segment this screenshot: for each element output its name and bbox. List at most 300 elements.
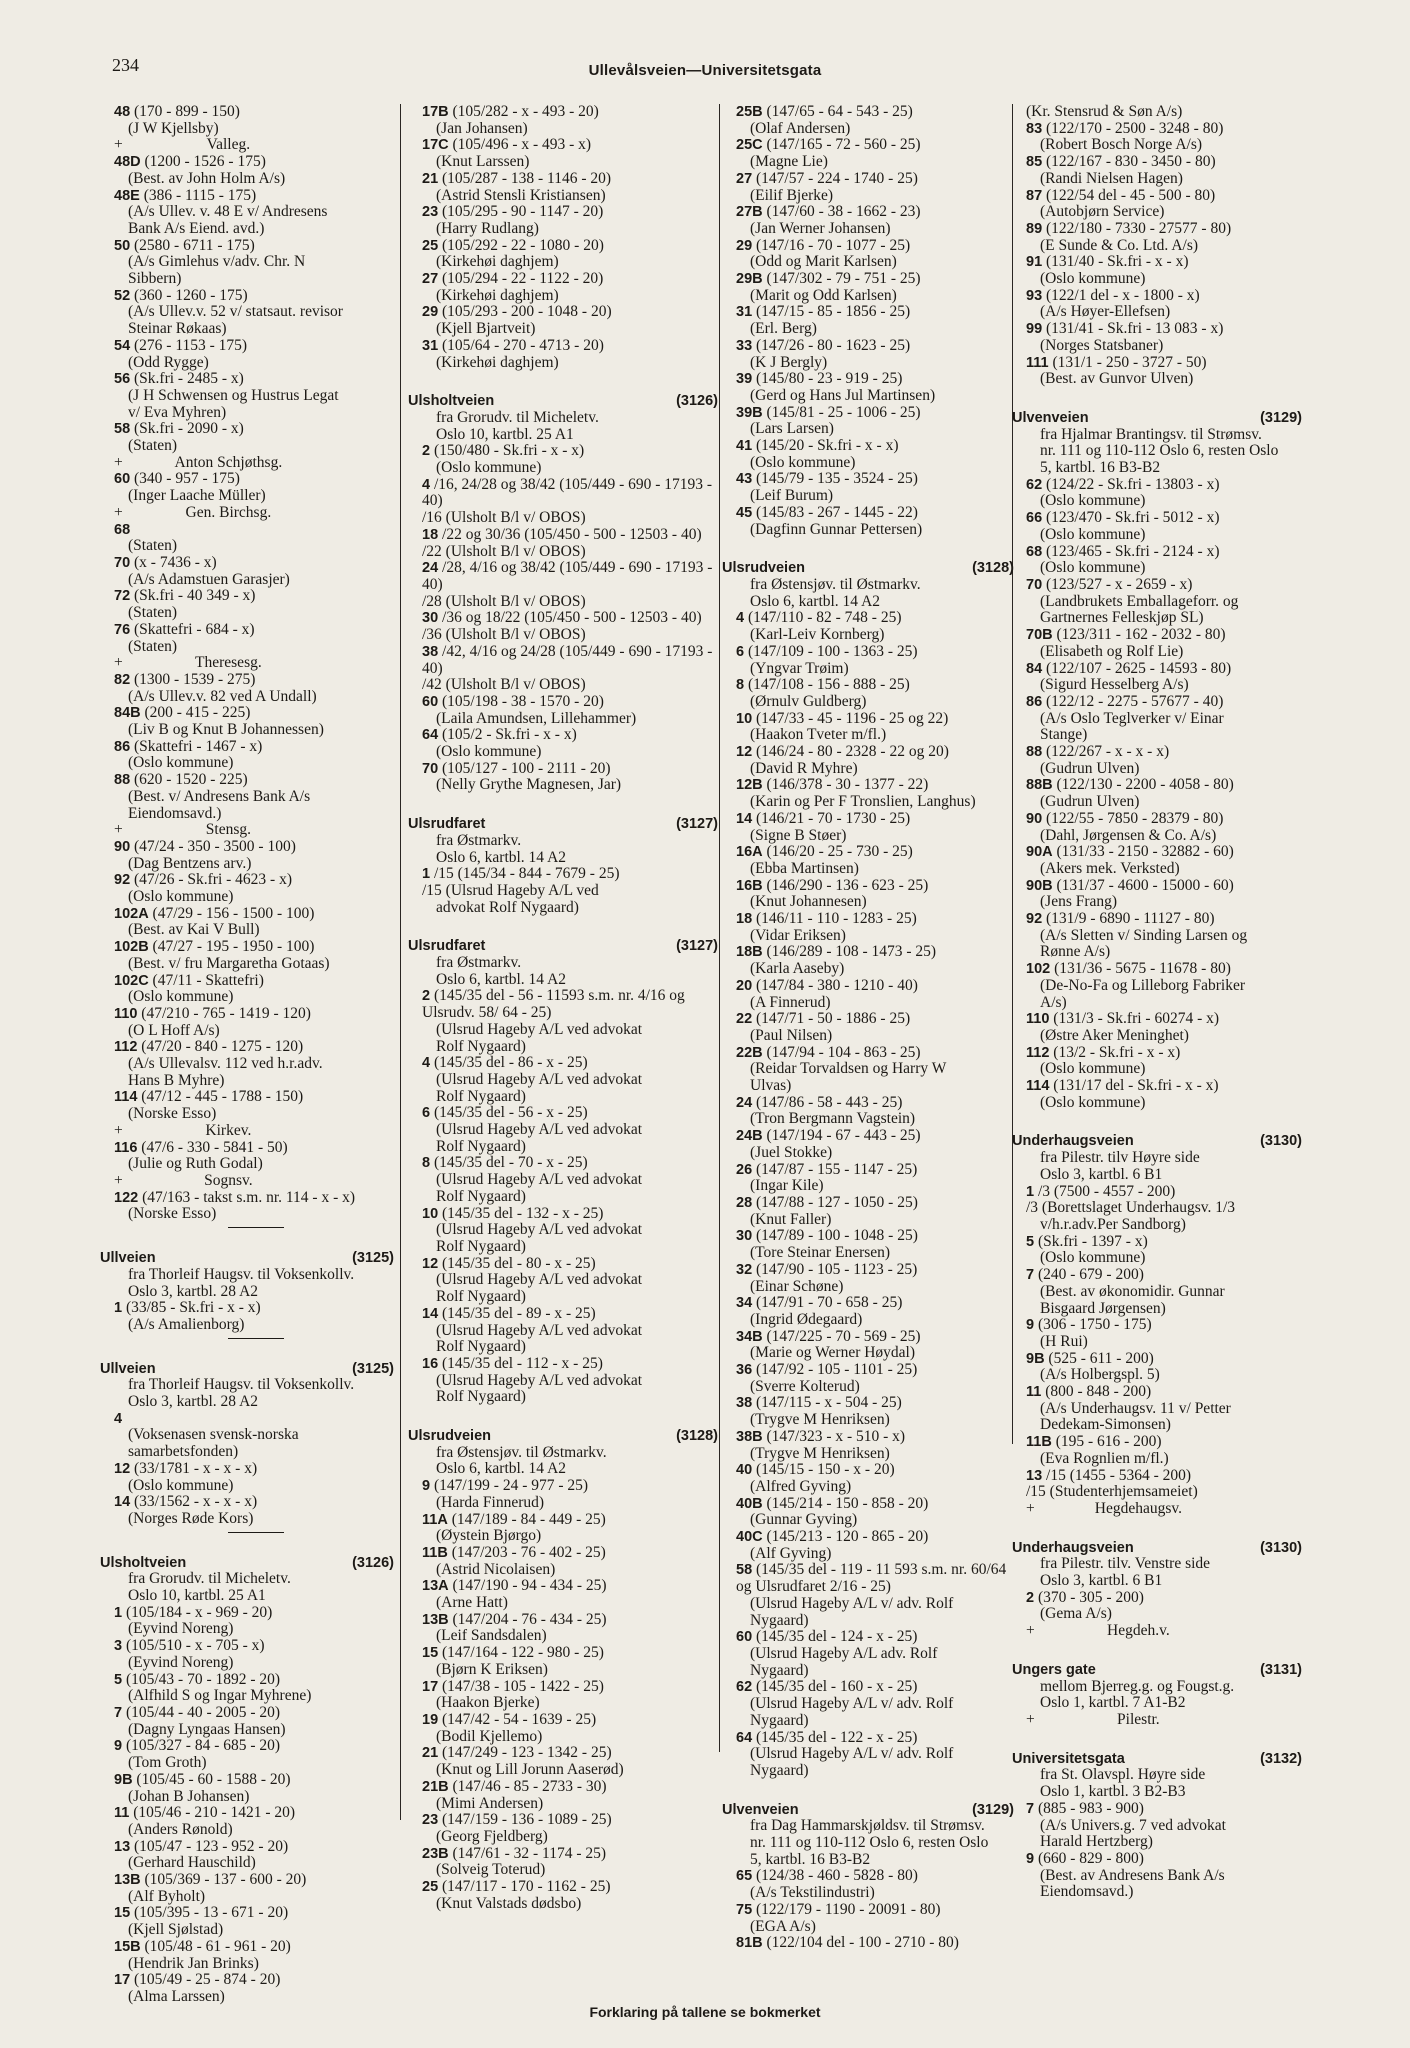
street-section [1012,1751,1302,1901]
plus-icon: + [114,136,123,154]
owner-line: (Sverre Kolterud) [750,1377,860,1395]
column-2 [408,104,718,1994]
property-details: (33/1781 - x - x - x) [130,1459,258,1477]
property-entry [408,610,718,627]
property-line [100,1190,394,1207]
property-entry [1012,1851,1302,1901]
property-details: /15 (Studenterhjemsameiet) [1026,1483,1198,1501]
street-description: 5, kartbl. 16 B3-B2 [750,1850,871,1868]
property-line [1012,321,1302,338]
property-details: (105/395 - 13 - 671 - 20) [130,1904,289,1922]
property-details: (105/327 - 84 - 685 - 20) [122,1737,281,1755]
owner-line: (Olaf Andersen) [750,119,851,137]
property-entry [722,505,1014,538]
property-line [100,1839,394,1856]
property-line [1012,1045,1302,1062]
property-line [722,505,1014,522]
property-entry [100,1039,394,1089]
street-heading [100,1250,394,1267]
property-entry [100,1300,394,1333]
house-number: 30 [736,1228,753,1245]
property-details: (122/167 - 830 - 3450 - 80) [1042,153,1216,171]
house-number: 5 [1026,1233,1035,1250]
property-details: (105/292 - 22 - 1080 - 20) [438,236,604,254]
property-entry [722,471,1014,504]
owner-line: (Odd Rygge) [128,353,209,371]
house-number: 25C [736,137,763,154]
owner-line: (Reidar Torvaldsen og Harry W [750,1060,947,1078]
property-line [722,978,1014,995]
owner-line: (Marie og Werner Høydal) [750,1344,916,1362]
owner-line: (Best. av Kai V Bull) [128,921,260,939]
property-line [722,610,1014,627]
property-line [722,1195,1014,1212]
property-line [408,1779,718,1796]
property-line [408,1545,718,1562]
property-line [1012,844,1302,861]
house-number: 99 [1026,321,1043,338]
owner-line: (Kirkehøi daghjem) [436,286,559,304]
owner-line: Rolf Nygaard) [436,1388,526,1406]
house-number: 22B [736,1044,763,1061]
property-line [1012,811,1302,828]
property-entry [100,1705,394,1738]
column-1 [100,103,394,2005]
property-details: /15 (Ulsrud Hageby A/L ved [422,881,599,899]
property-line [722,1529,1014,1546]
property-details: /3 (Borettslaget Underhaugsv. 1/3 [1026,1199,1236,1217]
property-details: (47/26 - Sk.fri - 4623 - x) [130,871,293,889]
property-entry [722,1262,1014,1295]
property-details: (131/37 - 4600 - 15000 - 60) [1052,876,1234,894]
owner-line: (Gerhard Hauschild) [128,1854,256,1872]
property-line [1012,355,1302,372]
property-details: (147/15 - 85 - 1856 - 25) [752,303,911,321]
owner-line: (K J Bergly) [750,353,828,371]
property-details: /42, 4/16 og 24/28 (105/449 - 690 - 17193 - 40) [422,642,713,677]
street-description: fra Dag Hammarskjøldsv. til Strømsv. [750,1817,985,1835]
property-details: (105/287 - 138 - 1146 - 20) [438,169,612,187]
owner-line: Harald Hertzberg) [1040,1833,1153,1851]
cross-street [100,822,394,839]
street-description: fra Østensjøv. til Østmarkv. [750,575,921,593]
property-details: (Kr. Stensrud & Søn A/s) [1026,103,1183,120]
owner-line: Nygaard) [750,1761,809,1779]
house-number: 68 [114,521,131,538]
property-line [1012,577,1302,594]
property-details: (105/184 - x - 969 - 20) [122,1603,273,1621]
property-line [1012,1590,1302,1607]
street-heading [100,1361,394,1378]
house-number: 48E [114,187,140,204]
property-entry [408,271,718,304]
property-details: (170 - 899 - 150) [130,103,240,120]
property-details: (147/91 - 70 - 658 - 25) [752,1294,903,1312]
owner-line: (Jan Johansen) [436,119,528,137]
street-code: (3129) [972,1801,1014,1818]
property-entry [100,1140,394,1173]
street-section [1012,410,1302,1112]
property-line [1012,878,1302,895]
house-number: 12 [736,744,753,761]
property-entry [722,438,1014,471]
street-description: mellom Bjerreg.g. og Fougst.g. [1040,1677,1235,1695]
property-entry [722,1295,1014,1328]
street-description: Oslo 3, kartbl. 28 A2 [128,1282,259,1300]
cross-street [100,455,394,472]
property-details: (2580 - 6711 - 175) [130,236,255,254]
house-number: 6 [422,1105,431,1122]
property-entry [408,1679,718,1712]
house-number: 25 [422,1879,439,1896]
property-line [722,271,1014,288]
property-entry [722,137,1014,170]
property-entry [722,844,1014,877]
property-details: (47/11 - Skattefri) [148,971,264,989]
house-number: 21B [422,1778,449,1795]
property-details: (146/289 - 108 - 1473 - 25) [762,943,937,961]
property-details: (200 - 415 - 225) [140,704,251,722]
property-details: (33/85 - Sk.fri - x - x) [122,1299,261,1317]
owner-line: (Karla Aaseby) [750,960,845,978]
street-description: Oslo 3, kartbl. 6 B1 [1040,1572,1163,1590]
street-name: Ulsrudfaret [408,938,486,955]
house-number: 102 [1026,961,1051,978]
owner-line: (Trygve M Henriksen) [750,1444,890,1462]
property-details: (145/79 - 135 - 3524 - 25) [752,470,918,488]
property-line [722,304,1014,321]
owner-line: (Astrid Nicolaisen) [436,1560,556,1578]
property-entry [722,1128,1014,1161]
house-number: 36 [736,1362,753,1379]
street-code: (3125) [352,1360,394,1377]
property-line [722,1730,1014,1747]
property-details: (147/38 - 105 - 1422 - 25) [438,1677,604,1695]
owner-line: Rolf Nygaard) [436,1288,526,1306]
plus-icon: + [114,453,123,471]
property-entry [408,1846,718,1879]
property-line [722,677,1014,694]
property-details: (145/81 - 25 - 1006 - 25) [762,403,921,421]
owner-line: (Oslo kommune) [436,459,542,477]
street-description: fra Hjalmar Brantingsv. til Strømsv. [1040,425,1262,443]
house-number: 16B [736,877,763,894]
house-number: 11 [1026,1384,1042,1401]
owner-line: (Tron Bergmann Vagstein) [750,1110,916,1128]
owner-line: (EGA A/s) [750,1917,816,1935]
property-details: (105/510 - x - 705 - x) [122,1637,265,1655]
owner-line: (J H Schwensen og Hustrus Legat [128,386,339,404]
house-number: 26 [736,1161,753,1178]
property-entry [722,878,1014,911]
property-details: (147/189 - 84 - 449 - 25) [447,1510,606,1528]
property-line [408,1679,718,1696]
property-entry [408,527,718,544]
property-line [722,238,1014,255]
property-line [100,1905,394,1922]
property-line [722,1629,1014,1646]
property-line [100,1772,394,1789]
house-number: 72 [114,588,131,605]
owner-line: (Knut Valstads dødsbo) [436,1894,582,1912]
house-number: 8 [736,677,745,694]
cross-street [100,1123,394,1140]
property-details: (145/35 del - 124 - x - 25) [752,1628,918,1646]
property-details: (131/36 - 5675 - 11678 - 80) [1050,960,1231,978]
property-details: (122/170 - 2500 - 3248 - 80) [1042,119,1224,137]
property-line [408,1812,718,1829]
property-line [408,1745,718,1762]
house-number: 58 [114,421,131,438]
property-line [408,171,718,188]
column-3 [722,104,1014,1994]
property-entry [722,677,1014,710]
house-number: 38 [736,1395,753,1412]
owner-line: (Kirkehøi daghjem) [436,253,559,271]
property-details: (147/33 - 45 - 1196 - 25 og 22) [752,709,949,727]
property-line [1012,694,1302,711]
property-details: (105/49 - 25 - 874 - 20) [130,1971,281,1989]
street-heading [722,560,1014,577]
street-name: Ullveien [100,1360,156,1377]
property-entry [408,304,718,337]
owner-line: (Georg Fjeldberg) [436,1827,548,1845]
property-line [722,878,1014,895]
owner-line: (Gema A/s) [1040,1605,1112,1623]
property-line [1012,1317,1302,1334]
street-heading [408,816,718,833]
property-line [1012,1851,1302,1868]
property-details: (47/210 - 765 - 1419 - 120) [137,1004,311,1022]
property-details: (105/198 - 38 - 1570 - 20) [438,692,604,710]
property-line [1012,911,1302,928]
property-entry [408,694,718,727]
running-head: Ullevålsveien—Universitetsgata [588,62,822,79]
property-line [100,622,394,639]
property-entry [408,866,718,883]
property-entry [408,727,718,760]
property-entry [408,761,718,794]
owner-line: (Solveig Toterud) [436,1861,546,1879]
house-number: 9 [422,1478,431,1495]
house-number: 76 [114,621,131,638]
property-details: (147/164 - 122 - 980 - 25) [438,1644,604,1662]
property-line [408,627,718,644]
property-line [722,1679,1014,1696]
house-number: 64 [736,1729,753,1746]
property-entry [722,238,1014,271]
property-details: /36 og 18/22 (105/450 - 500 - 12503 - 40) [438,609,702,627]
property-details: (147/190 - 94 - 434 - 25) [448,1577,607,1595]
property-details: (145/35 del - 86 - x - 25) [430,1054,588,1072]
property-entry [1012,1484,1302,1501]
property-line [100,772,394,789]
house-number: 40 [736,1462,753,1479]
property-line [100,104,394,121]
property-entry [722,1228,1014,1261]
property-entry [722,1462,1014,1495]
owner-line: (Ulsrud Hageby A/L ved advokat [436,1121,643,1139]
property-line [100,1972,394,1989]
house-number: 64 [422,727,439,744]
house-number: 12B [736,777,763,794]
house-number: 66 [1026,510,1043,527]
property-details: (Skattefri - 1467 - x) [130,737,263,755]
property-line [722,204,1014,221]
owner-line: A/s) [1040,993,1067,1011]
house-number: 48D [114,154,141,171]
property-entry [722,1045,1014,1095]
property-details: (195 - 616 - 200) [1051,1433,1162,1451]
owner-line: (A/s Høyer-Ellefsen) [1040,303,1171,321]
street-name: Underhaugsveien [1012,1133,1134,1150]
cross-street-name: Theresesg. [195,654,262,672]
owner-line: (Ingar Kile) [750,1177,824,1195]
property-details: (306 - 1750 - 175) [1034,1316,1152,1334]
property-entry [1012,1351,1302,1384]
owner-line: (Inger Laache Müller) [128,487,266,505]
street-heading [408,1428,718,1445]
property-details: (131/40 - Sk.fri - x - x) [1042,253,1189,271]
property-details: (145/35 del - 160 - x - 25) [752,1678,918,1696]
property-details: (47/29 - 156 - 1500 - 100) [148,904,315,922]
property-entry [408,443,718,476]
footer-note: Forklaring på tallene se bokmerket [589,2004,821,2020]
house-number: 25 [422,237,439,254]
property-entry [100,1190,394,1223]
street-name: Ulsrudfaret [408,816,486,833]
property-line [722,1295,1014,1312]
property-details: (122/54 del - 45 - 500 - 80) [1042,186,1216,204]
house-number: 8 [422,1155,431,1172]
owner-line: (Bodil Kjellemo) [436,1727,543,1745]
owner-line: (A/s Holbergspl. 5) [1040,1366,1160,1384]
property-line [722,1562,1014,1595]
property-line [100,1705,394,1722]
owner-line: (Trygve M Henriksen) [750,1411,890,1429]
property-details: (147/110 - 82 - 748 - 25) [744,609,902,627]
property-entry [100,1089,394,1122]
property-entry [100,1905,394,1938]
owner-line: (Gudrun Ulven) [1040,793,1140,811]
property-entry [722,911,1014,944]
property-details: (47/27 - 195 - 1950 - 100) [148,938,315,956]
property-line [408,544,718,561]
section-end-rule [228,1532,284,1533]
property-details: (105/293 - 200 - 1048 - 20) [438,303,612,321]
property-line [100,1300,394,1317]
house-number: 25B [736,104,763,120]
property-line [722,1045,1014,1062]
cross-street [100,655,394,672]
property-entry [1012,1434,1302,1467]
owner-line: (Leif Burum) [750,487,834,505]
plus-icon: + [1026,1622,1035,1640]
property-details: /16, 24/28 og 38/42 (105/449 - 690 - 17193 - 40) [422,475,713,510]
house-number: 89 [1026,220,1043,237]
owner-line: (Oslo kommune) [1040,1060,1146,1078]
owner-line: (Norske Esso) [128,1105,217,1123]
property-details: (147/199 - 24 - 977 - 25) [430,1477,589,1495]
property-entry [408,510,718,527]
owner-line: Rolf Nygaard) [436,1137,526,1155]
house-number: 90B [1026,877,1053,894]
property-entry [722,271,1014,304]
property-entry [1012,661,1302,694]
property-line [722,844,1014,861]
street-description: fra Østmarkv. [436,954,522,972]
street-section [1012,1133,1302,1517]
property-line [1012,254,1302,271]
street-description: Oslo 10, kartbl. 25 A1 [436,425,574,443]
owner-line: (Oslo kommune) [128,1476,234,1494]
property-details: (105/127 - 100 - 2111 - 20) [438,759,611,777]
cross-street-name: Kirkev. [205,1121,252,1139]
property-line [100,1006,394,1023]
owner-line: (Landbrukets Emballageforr. og [1040,592,1239,610]
property-entry [100,906,394,939]
property-entry [408,1055,718,1105]
property-details: /42 (Ulsholt B/l v/ OBOS) [422,676,586,694]
property-line [408,1879,718,1896]
owner-line: (Kjell Bjartveit) [436,320,536,338]
property-entry [722,1162,1014,1195]
property-entry [722,338,1014,371]
owner-line: Stange) [1040,726,1088,744]
cross-street-name: Sognsv. [204,1172,253,1189]
property-entry [408,988,718,1055]
house-number: 17B [422,104,449,120]
owner-line: (Oslo kommune) [1040,270,1146,288]
house-number: 24 [422,560,439,577]
house-number: 110 [1026,1011,1050,1028]
property-entry [408,1745,718,1778]
house-number: 7 [114,1704,123,1721]
property-entry [100,1672,394,1705]
property-details: (145/35 del - 132 - x - 25) [438,1204,604,1222]
property-entry [100,839,394,872]
house-number: 19 [422,1711,439,1728]
owner-line: (Oslo kommune) [1040,1093,1146,1111]
property-details: (147/108 - 156 - 888 - 25) [744,676,910,694]
property-entry [1012,1468,1302,1485]
street-name: Ullveien [100,1250,156,1267]
house-number: 110 [114,1005,138,1022]
street-heading [100,1555,394,1572]
owner-line: (Best. av Gunvor Ulven) [1040,370,1194,388]
house-number: 83 [1026,120,1043,137]
property-line [408,1356,718,1373]
property-details: (105/48 - 61 - 961 - 20) [140,1937,291,1955]
plus-icon: + [114,821,123,839]
property-line [1012,221,1302,238]
property-line [100,672,394,689]
property-entry [100,1494,394,1527]
house-number: 70 [1026,576,1043,593]
property-details: (Sk.fri - 2485 - x) [130,370,244,388]
owner-line: Nygaard) [750,1661,809,1679]
owner-line: (Oslo kommune) [1040,1249,1146,1267]
cross-street [1012,1623,1302,1640]
property-entry [408,1478,718,1511]
property-line [408,1306,718,1323]
property-line [722,1429,1014,1446]
property-details: (131/41 - Sk.fri - 13 083 - x) [1042,320,1224,338]
property-entry [722,1902,1014,1935]
property-details: (122/107 - 2625 - 14593 - 80) [1042,659,1232,677]
owner-line: (Mimi Andersen) [436,1794,544,1812]
property-entry [408,1105,718,1155]
